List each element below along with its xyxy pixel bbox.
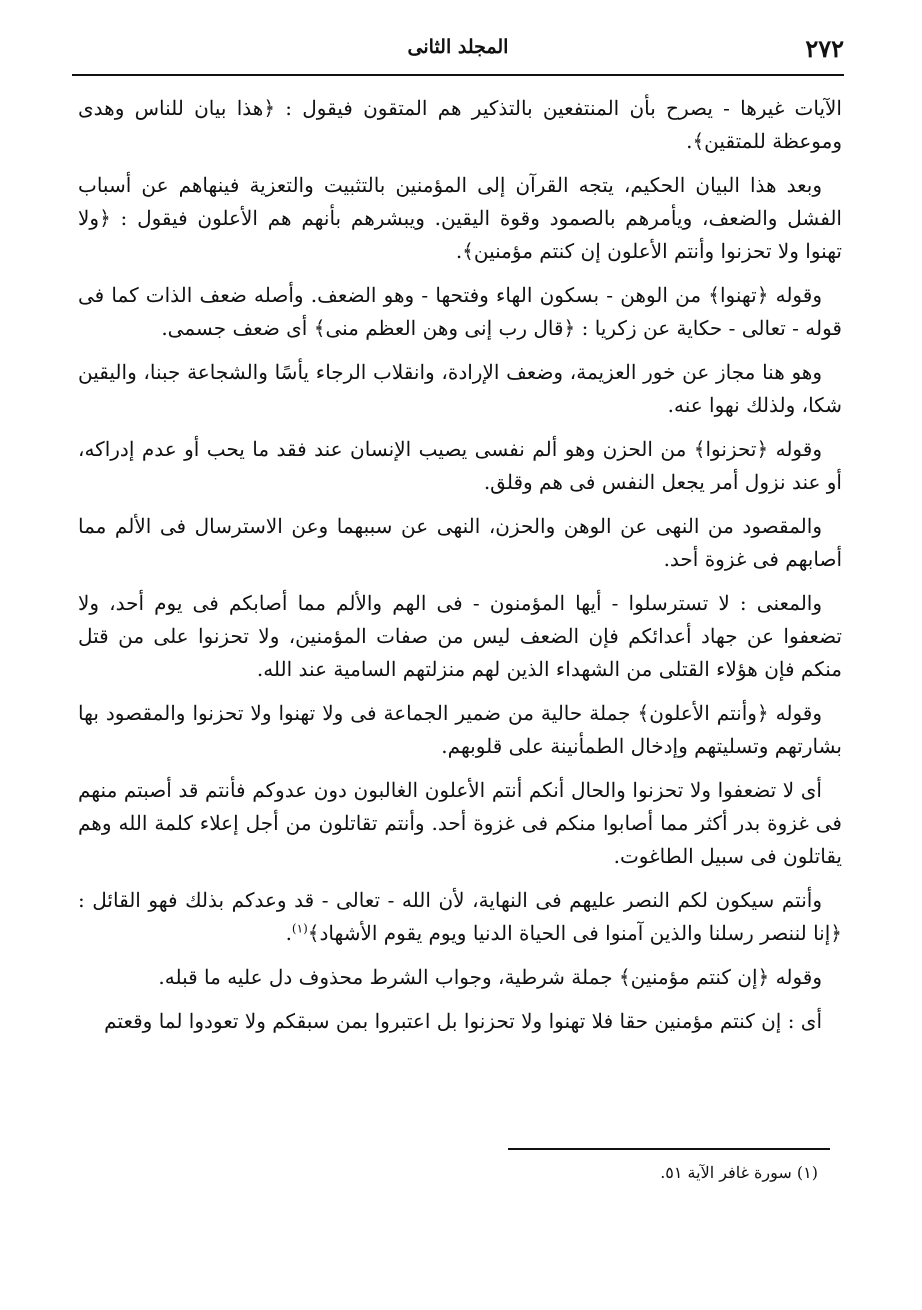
paragraph: والمقصود من النهى عن الوهن والحزن، النهى عن سببهما وعن الاسترسال فى الألم مما أصابهم فى غزوة أحد. <box>78 514 842 571</box>
running-title: المجلد الثانى <box>407 36 509 58</box>
paragraph: وقوله ﴿تهنوا﴾ من الوهن - بسكون الهاء وفتحها - وهو الضعف. وأصله ضعف الذات كما فى قوله - تعالى - حكاية عن زكريا : ﴿قال رب إنى وهن العظم منى﴾ أى ضعف جسمى. <box>78 283 842 340</box>
paragraph: أى لا تضعفوا ولا تحزنوا والحال أنكم أنتم الأعلون الغالبون دون عدوكم فأنتم قد أصبتم منهم فى غزوة بدر أكثر مما أصابوا منكم فى غزوة أحد. وأنتم تقاتلون من أجل إعلاء كلمة الله وهم يقاتلون فى سبيل الطاغوت. <box>78 778 842 868</box>
footnote-divider <box>508 1148 830 1150</box>
body-text <box>78 92 842 1049</box>
paragraph: أى : إن كنتم مؤمنين حقا فلا تهنوا ولا تحزنوا بل اعتبروا بمن سبقكم ولا تعودوا لما وقعتم <box>104 1009 822 1033</box>
page-header <box>72 32 844 76</box>
paragraph: وقوله ﴿إن كنتم مؤمنين﴾ جملة شرطية، وجواب الشرط محذوف دل عليه ما قبله. <box>158 965 822 989</box>
paragraph-text: وأنتم سيكون لكم النصر عليهم فى النهاية، لأن الله - تعالى - قد وعدكم بذلك فهو القائل : ﴿إنا لننصر رسلنا والذين آمنوا فى الحياة الدنيا ويوم يقوم الأشهاد﴾ <box>78 888 842 945</box>
page-number: ٢٧٢ <box>805 34 844 63</box>
paragraph-with-footnote: وأنتم سيكون لكم النصر عليهم فى النهاية، لأن الله - تعالى - قد وعدكم بذلك فهو القائل : ﴿إنا لننصر رسلنا والذين آمنوا فى الحياة الدنيا ويوم يقوم الأشهاد﴾$^{(١)}$. <box>78 888 842 945</box>
footnote-reference: (١) <box>291 921 308 936</box>
paragraph: وقوله ﴿وأنتم الأعلون﴾ جملة حالية من ضمير الجماعة فى ولا تهنوا ولا تحزنوا والمقصود بها بشارتهم وتسليتهم وإدخال الطمأنينة على قلوبهم. <box>78 701 842 758</box>
paragraph: وهو هنا مجاز عن خور العزيمة، وضعف الإرادة، وانقلاب الرجاء يأسًا والشجاعة جبنا، واليقين شكا، ولذلك نهوا عنه. <box>78 360 842 417</box>
paragraph: الآيات غيرها - يصرح بأن المنتفعين بالتذكير هم المتقون فيقول : ﴿هذا بيان للناس وهدى وموعظة للمتقين﴾. <box>78 96 842 153</box>
paragraph: وقوله ﴿تحزنوا﴾ من الحزن وهو ألم نفسى يصيب الإنسان عند فقد ما يحب أو عدم إدراكه، أو عند نزول أمر يجعل النفس فى هم وقلق. <box>78 437 842 494</box>
paragraph: وبعد هذا البيان الحكيم، يتجه القرآن إلى المؤمنين بالتثبيت والتعزية فينهاهم عن أسباب الفشل والضعف، ويأمرهم بالصمود وقوة اليقين. ويبشرهم بأنهم هم الأعلون فيقول : ﴿ولا تهنوا ولا تحزنوا وأنتم الأعلون إن كنتم مؤمنين﴾. <box>78 173 842 263</box>
paragraph: والمعنى : لا تسترسلوا - أيها المؤمنون - فى الهم والألم مما أصابكم فى يوم أحد، ولا تضعفوا عن جهاد أعدائكم فإن الضعف ليس من صفات المؤمنين، ولا تحزنوا على من قتل منكم فإن هؤلاء القتلى من الشهداء الذين لهم منزلتهم السامية عند الله. <box>78 591 842 681</box>
footnote: (١) سورة غافر الآية ٥١. <box>660 1163 818 1182</box>
